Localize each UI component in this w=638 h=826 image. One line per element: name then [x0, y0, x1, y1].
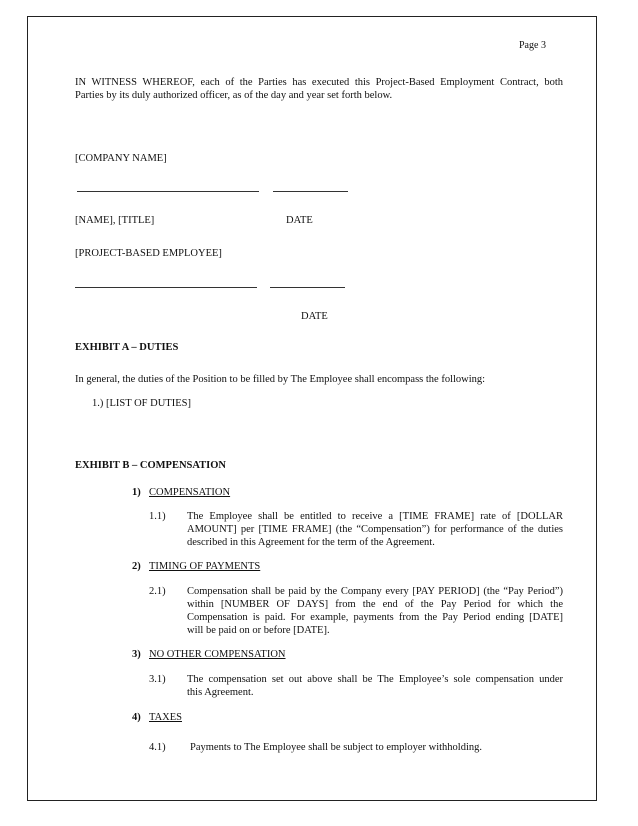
section-title: TIMING OF PAYMENTS — [149, 561, 261, 572]
clause-number: 3.1) — [149, 674, 166, 685]
section-title: NO OTHER COMPENSATION — [149, 649, 286, 660]
employee-date-line — [270, 287, 345, 288]
clause-line: Compensation shall be paid by the Company every [PAY PERIOD] (the “Pay Period”) — [187, 586, 563, 597]
clause-line: The Employee shall be entitled to receive a [TIME FRAME] rate of [DOLLAR — [187, 511, 563, 522]
clause-number: 1.1) — [149, 511, 166, 522]
clause-line: The compensation set out above shall be The Employee’s sole compensation under — [187, 674, 563, 685]
page-number: Page 3 — [519, 40, 546, 51]
clause-line: Payments to The Employee shall be subject to employer withholding. — [190, 742, 483, 753]
clause-line: AMOUNT] per [TIME FRAME] (the “Compensation”) for performance of the duties — [187, 524, 563, 535]
clause-line: Compensation is paid. For example, payments from the Pay Period ending [DATE] — [187, 612, 563, 623]
duties-list-item: 1.) [LIST OF DUTIES] — [92, 398, 191, 409]
clause-number: 2.1) — [149, 586, 166, 597]
clause-line: this Agreement. — [187, 687, 254, 698]
company-signature-line — [77, 191, 259, 192]
section-title: COMPENSATION — [149, 487, 231, 498]
section-number: 1) — [132, 487, 141, 498]
clause-line: described in this Agreement for the term of the Agreement. — [187, 537, 435, 548]
exhibit-a-heading: EXHIBIT A – DUTIES — [75, 342, 179, 353]
witness-paragraph-line2: Parties by its duly authorized officer, as of the day and year set forth below. — [75, 90, 393, 101]
signer-name-title: [NAME], [TITLE] — [75, 215, 155, 226]
section-number: 2) — [132, 561, 141, 572]
company-name: [COMPANY NAME] — [75, 153, 167, 164]
exhibit-b-heading: EXHIBIT B – COMPENSATION — [75, 460, 227, 471]
company-date-line — [273, 191, 348, 192]
clause-line: will be paid on or before [DATE]. — [187, 625, 330, 636]
employee-signature-line — [75, 287, 257, 288]
exhibit-a-intro: In general, the duties of the Position to be filled by The Employee shall encompass the following: — [75, 374, 486, 385]
clause-number: 4.1) — [149, 742, 166, 753]
section-number: 4) — [132, 712, 141, 723]
employee-date-label: DATE — [301, 311, 328, 322]
witness-paragraph-line1: IN WITNESS WHEREOF, each of the Parties has executed this Project-Based Employment Contract, both — [75, 77, 563, 88]
section-number: 3) — [132, 649, 141, 660]
company-date-label: DATE — [286, 215, 313, 226]
section-title: TAXES — [149, 712, 182, 723]
employee-label: [PROJECT-BASED EMPLOYEE] — [75, 248, 222, 259]
clause-line: within [NUMBER OF DAYS] from the end of the Pay Period for which the — [187, 599, 563, 610]
